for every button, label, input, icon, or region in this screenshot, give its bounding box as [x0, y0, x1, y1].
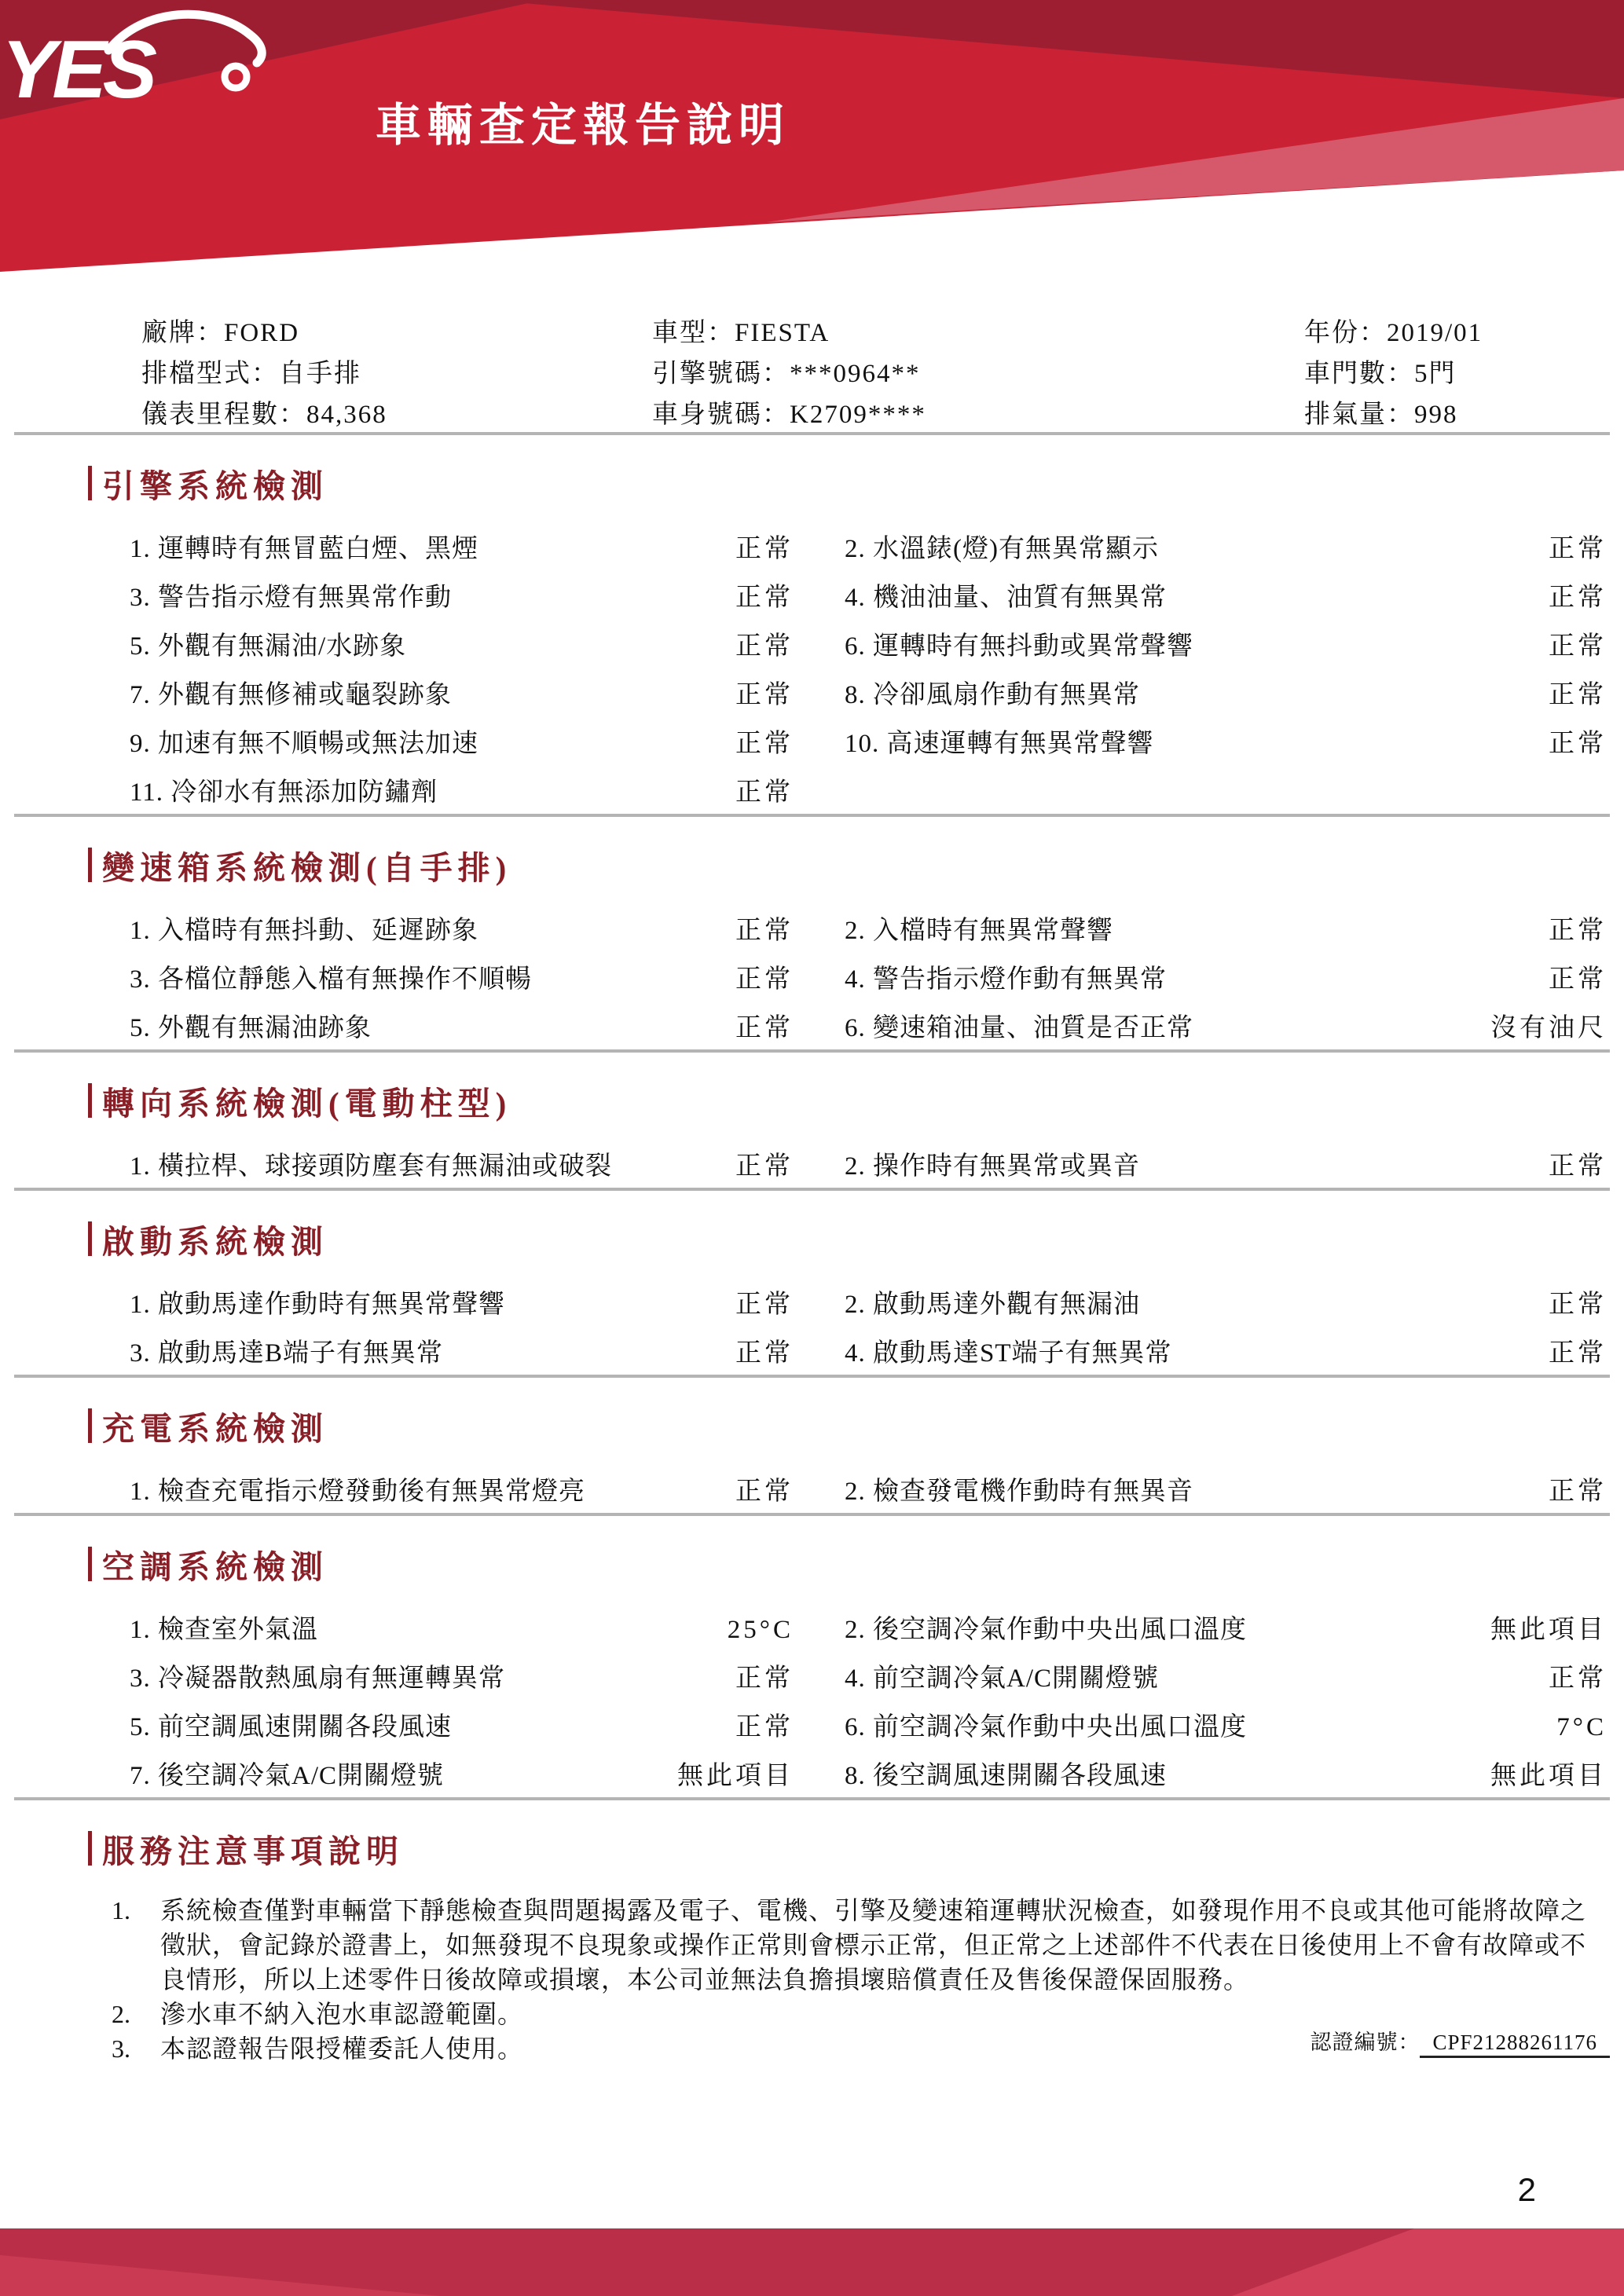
item-status: 正常 [735, 916, 794, 945]
list-item [112, 1893, 1624, 1997]
table-row [845, 723, 1607, 760]
section-starter [0, 1221, 1624, 1375]
table-row [845, 674, 1607, 711]
item-status: 正常 [1549, 534, 1607, 563]
table-row [845, 1007, 1607, 1044]
table-row [845, 1657, 1607, 1694]
item-label: 2. 操作時有無異常或異音 [845, 1152, 1140, 1181]
item-status: 正常 [1549, 965, 1607, 994]
item-status: 正常 [735, 534, 794, 563]
item-status: 正常 [1549, 632, 1607, 661]
separator [14, 1188, 1610, 1191]
item-label: 5. 外觀有無漏油/水跡象 [130, 632, 407, 661]
item-status: 正常 [735, 965, 794, 994]
item-label: 8. 後空調風速開關各段風速 [845, 1761, 1167, 1790]
note-text: 本認證報告限授權委託人使用。 [160, 2034, 524, 2063]
section-heading [88, 1082, 1624, 1122]
item-label: 7. 外觀有無修補或龜裂跡象 [130, 680, 452, 709]
section-heading [88, 1408, 1624, 1447]
table-row [130, 723, 794, 760]
item-label: 3. 啟動馬達B端子有無異常 [130, 1338, 444, 1368]
separator [14, 432, 1610, 435]
item-label: 4. 前空調冷氣A/C開關燈號 [845, 1664, 1160, 1693]
section-title: 變速箱系統檢測(自手排) [102, 849, 512, 886]
item-label: 4. 機油油量、油質有無異常 [845, 583, 1167, 612]
table-row [845, 528, 1607, 565]
table-row [130, 910, 794, 947]
table-row [845, 910, 1607, 947]
section-charging [0, 1408, 1624, 1513]
item-label: 1. 橫拉桿、球接頭防塵套有無漏油或破裂 [130, 1152, 612, 1181]
page-title: 車輛查定報告說明 [376, 100, 791, 151]
separator [14, 1375, 1610, 1378]
section-title: 服務注意事項說明 [102, 1833, 404, 1869]
item-status: 25°C [727, 1615, 794, 1644]
item-status: 正常 [735, 1290, 794, 1319]
section-steering [0, 1082, 1624, 1188]
table-row [130, 1470, 794, 1507]
item-label: 8. 冷卻風扇作動有無異常 [845, 680, 1140, 709]
separator [14, 814, 1610, 817]
vehicle-info-cell: 廠牌：FORD [141, 318, 300, 347]
table-row [130, 1332, 794, 1369]
vehicle-info-cell: 年份：2019/01 [1304, 318, 1483, 347]
item-status: 正常 [735, 1013, 794, 1042]
item-label: 11. 冷卻水有無添加防鏽劑 [130, 778, 438, 807]
table-row [845, 1332, 1607, 1369]
item-label: 2. 檢查發電機作動時有無異音 [845, 1477, 1193, 1506]
item-status: 正常 [735, 1712, 794, 1741]
table-row [845, 577, 1607, 613]
item-status: 正常 [735, 1477, 794, 1506]
item-label: 2. 入檔時有無異常聲響 [845, 916, 1113, 945]
item-label: 3. 各檔位靜態入檔有無操作不順暢 [130, 965, 532, 994]
section-title: 啟動系統檢測 [102, 1223, 328, 1260]
page-number: 2 [1517, 2171, 1536, 2208]
table-row [845, 958, 1607, 995]
item-label: 3. 警告指示燈有無異常作動 [130, 583, 452, 612]
vehicle-info-cell: 排氣量：998 [1304, 400, 1458, 429]
item-label: 1. 檢查充電指示燈發動後有無異常燈亮 [130, 1477, 585, 1506]
item-status: 正常 [1549, 1664, 1607, 1693]
table-row [845, 1755, 1607, 1792]
table-row [130, 771, 794, 808]
item-status: 正常 [735, 1338, 794, 1368]
item-label: 2. 啟動馬達外觀有無漏油 [845, 1290, 1140, 1319]
item-label: 4. 啟動馬達ST端子有無異常 [845, 1338, 1172, 1368]
section-title: 空調系統檢測 [102, 1548, 328, 1585]
item-label: 1. 啟動馬達作動時有無異常聲響 [130, 1290, 505, 1319]
section-heading [88, 465, 1624, 504]
item-status: 正常 [735, 729, 794, 758]
note-text: 滲水車不納入泡水車認證範圍。 [160, 2000, 524, 2028]
header-band [0, 0, 1624, 275]
item-status: 無此項目 [1490, 1761, 1607, 1790]
item-label: 3. 冷凝器散熱風扇有無運轉異常 [130, 1664, 505, 1693]
vehicle-info-cell: 車型：FIESTA [652, 318, 830, 347]
item-label: 6. 變速箱油量、油質是否正常 [845, 1013, 1193, 1042]
table-row [845, 1706, 1607, 1743]
table-row [130, 1007, 794, 1044]
cert-value: CPF21288261176 [1420, 2031, 1610, 2058]
table-row [845, 1470, 1607, 1507]
vehicle-info-cell: 儀表里程數：84,368 [141, 400, 387, 429]
item-label: 1. 運轉時有無冒藍白煙、黑煙 [130, 534, 478, 563]
table-row [130, 625, 794, 662]
heading-bar [88, 1221, 92, 1256]
section-items [130, 1464, 1624, 1513]
table-row [845, 1145, 1607, 1182]
section-items [130, 1139, 1624, 1188]
section-items [130, 1602, 1624, 1797]
item-label: 1. 檢查室外氣溫 [130, 1615, 318, 1644]
separator [14, 1797, 1610, 1800]
vehicle-info-cell: 排檔型式：自手排 [141, 359, 361, 388]
separator [14, 1049, 1610, 1053]
certification-number [1310, 2025, 1610, 2056]
item-label: 5. 前空調風速開關各段風速 [130, 1712, 452, 1741]
table-row [845, 1283, 1607, 1320]
heading-bar [88, 466, 92, 500]
table-row [130, 674, 794, 711]
item-status: 正常 [1549, 729, 1607, 758]
item-status: 正常 [735, 583, 794, 612]
section-title: 轉向系統檢測(電動柱型) [102, 1085, 512, 1122]
cert-label: 認證編號： [1310, 2031, 1421, 2054]
item-label: 5. 外觀有無漏油跡象 [130, 1013, 372, 1042]
section-heading [88, 1546, 1624, 1585]
vehicle-info-cell: 車身號碼：K2709**** [652, 400, 926, 429]
heading-bar [88, 848, 92, 882]
item-label: 1. 入檔時有無抖動、延遲跡象 [130, 916, 478, 945]
footer-ribbon-graphic [0, 2228, 1624, 2296]
note-number: 3. [112, 2034, 130, 2063]
item-label: 9. 加速有無不順暢或無法加速 [130, 729, 478, 758]
heading-bar [88, 1831, 92, 1866]
table-row [130, 1609, 794, 1646]
item-status: 正常 [1549, 680, 1607, 709]
section-transmission [0, 847, 1624, 1049]
item-status: 7°C [1556, 1712, 1607, 1741]
item-status: 正常 [1549, 583, 1607, 612]
svg-text:YES: YES [2, 24, 154, 115]
section-heading [88, 847, 1624, 886]
table-row [130, 528, 794, 565]
vehicle-info [141, 309, 1624, 432]
yes-logo [0, 0, 292, 123]
item-status: 正常 [735, 1664, 794, 1693]
section-items [130, 522, 1624, 814]
section-engine [0, 465, 1624, 814]
footer-band [0, 2228, 1624, 2296]
section-items [130, 1277, 1624, 1375]
separator [14, 1513, 1610, 1516]
item-label: 7. 後空調冷氣A/C開關燈號 [130, 1761, 445, 1790]
table-row [130, 1283, 794, 1320]
vehicle-info-cell: 引擎號碼：***0964** [652, 359, 921, 388]
section-items [130, 903, 1624, 1049]
heading-bar [88, 1408, 92, 1443]
item-status: 正常 [735, 632, 794, 661]
note-number: 2. [112, 2000, 130, 2028]
table-row [845, 625, 1607, 662]
heading-bar [88, 1083, 92, 1118]
section-title: 引擎系統檢測 [102, 467, 328, 504]
heading-bar [88, 1547, 92, 1581]
item-label: 4. 警告指示燈作動有無異常 [845, 965, 1167, 994]
item-status: 正常 [1549, 916, 1607, 945]
item-status: 正常 [1549, 1152, 1607, 1181]
section-heading [88, 1221, 1624, 1260]
item-label: 6. 運轉時有無抖動或異常聲響 [845, 632, 1193, 661]
section-title: 充電系統檢測 [102, 1410, 328, 1447]
item-status: 正常 [735, 680, 794, 709]
item-status: 沒有油尺 [1490, 1013, 1607, 1042]
note-number: 1. [112, 1896, 130, 1924]
table-row [130, 577, 794, 613]
item-label: 2. 水溫錶(燈)有無異常顯示 [845, 534, 1159, 563]
table-row [845, 1609, 1607, 1646]
table-row [130, 1706, 794, 1743]
item-label: 10. 高速運轉有無異常聲響 [845, 729, 1154, 758]
table-row [130, 1657, 794, 1694]
item-label: 2. 後空調冷氣作動中央出風口溫度 [845, 1615, 1247, 1644]
item-status: 正常 [1549, 1477, 1607, 1506]
item-status: 正常 [735, 1152, 794, 1181]
item-status: 無此項目 [1490, 1615, 1607, 1644]
table-row [130, 1145, 794, 1182]
item-status: 正常 [1549, 1290, 1607, 1319]
item-label: 6. 前空調冷氣作動中央出風口溫度 [845, 1712, 1247, 1741]
note-text: 系統檢查僅對車輛當下靜態檢查與問題揭露及電子、電機、引擎及變速箱運轉狀況檢查，如發現作用不良或其他可能將故障之徵狀，會記錄於證書上，如無發現不良現象或操作正常則會標示正常，但正常之上述部件不代表在日後使用上不會有故障或不良情形，所以上述零件日後故障或損壞，本公司並無法負擔損壞賠償責任及售後保證保固服務。 [160, 1896, 1587, 1994]
vehicle-info-cell: 車門數：5門 [1304, 359, 1457, 388]
item-status: 正常 [1549, 1338, 1607, 1368]
item-status: 正常 [735, 778, 794, 807]
section-aircon [0, 1546, 1624, 1797]
item-status: 無此項目 [677, 1761, 794, 1790]
section-heading [88, 1830, 1624, 1869]
table-row [130, 1755, 794, 1792]
table-row [130, 958, 794, 995]
